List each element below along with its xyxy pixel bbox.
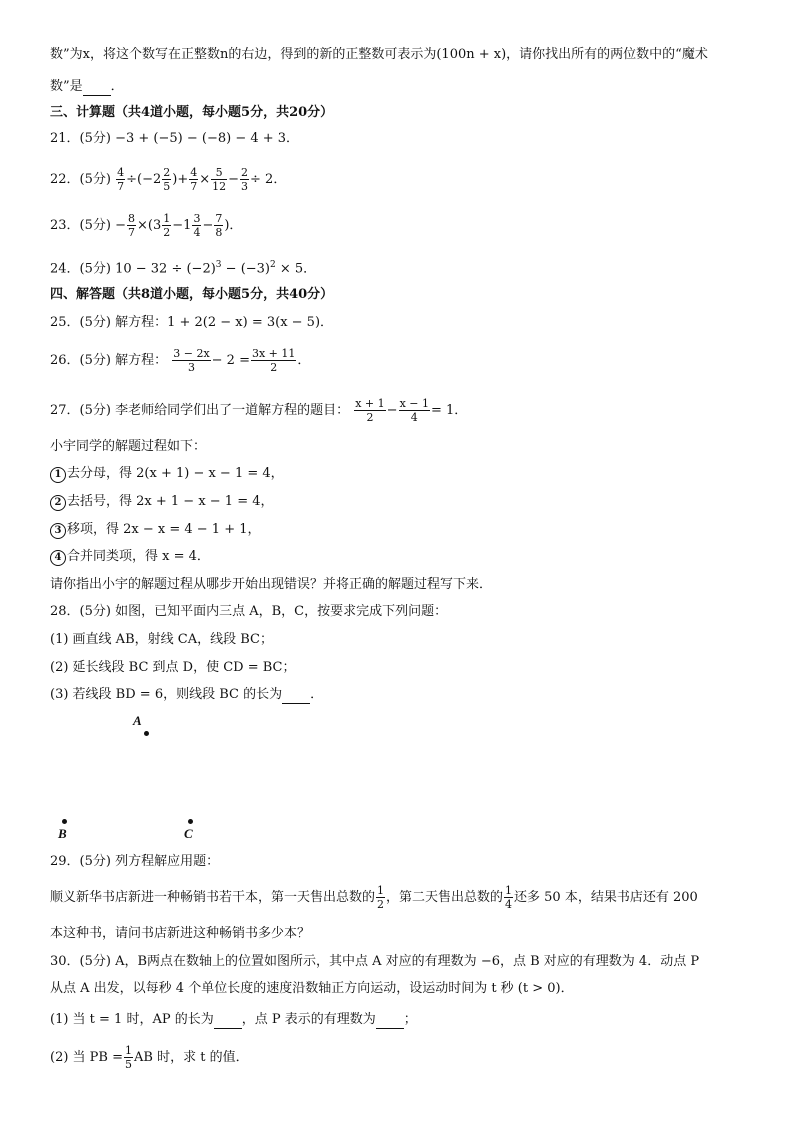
section-3-heading: 三、计算题（共4道小题，每小题5分，共20分） <box>50 105 334 120</box>
q27-step-4: 4 合并同类项，得 x = 4． <box>50 548 210 566</box>
q27-step-3: 3 移项，得 2x − x = 4 − 1 + 1， <box>50 521 261 539</box>
fraction: $\frac{x + 1}{2}$ <box>355 397 385 424</box>
step-number-badge: 2 <box>50 495 66 511</box>
q20-answer-line: 数”是 ． <box>50 79 124 94</box>
fraction: $\frac{2}{3}$ <box>241 166 249 193</box>
q28: 28．(5分) 如图，已知平面内三点 A，B，C，按要求完成下列问题： <box>50 604 448 619</box>
q27-step-1: 1 去分母，得 2(x + 1) − x − 1 = 4， <box>50 465 284 483</box>
point-c-label: C <box>184 826 193 841</box>
fraction: $\frac{x - 1}{4}$ <box>399 397 429 424</box>
q27-solution-intro: 小宇同学的解题过程如下： <box>50 439 207 454</box>
fraction: $\frac{3}{4}$ <box>193 212 201 239</box>
point-a <box>144 731 149 736</box>
fraction: $\frac{1}{2}$ <box>377 884 385 911</box>
point-c <box>188 819 193 824</box>
answer-blank[interactable] <box>214 1014 242 1029</box>
q22: 22．(5分) $\frac{4}{7}$ ÷(−2 $\frac{2}{5}$ )+ $\frac{4}{7}$ × $\frac{5}{12}$ − $\frac{2}{3}$ ÷ 2． <box>50 166 287 193</box>
fraction: $\frac{3x + 11}{2}$ <box>251 347 296 374</box>
q26: 26．(5分) 解方程： $\frac{3 - 2x}{3}$ − 2 = $\frac{3x + 11}{2}$ ． <box>50 347 311 374</box>
step-number-badge: 3 <box>50 523 66 539</box>
point-a-label: A <box>133 713 142 728</box>
point-b <box>62 819 67 824</box>
fraction: $\frac{7}{8}$ <box>215 212 223 239</box>
fraction: $\frac{4}{7}$ <box>117 166 125 193</box>
q27: 27．(5分) 李老师给同学们出了一道解方程的题目： $\frac{x + 1}{2}$ − $\frac{x - 1}{4}$ = 1． <box>50 397 468 424</box>
fraction: $\frac{8}{7}$ <box>128 212 136 239</box>
q21: 21．(5分) −3 + (−5) − (−8) − 4 + 3． <box>50 131 300 146</box>
q30-text-2: 从点 A 出发，以每秒 4 个单位长度的速度沿数轴正方向运动，设运动时间为 t 秒 (t > 0)． <box>50 981 574 996</box>
q28-part-3: (3) 若线段 BD = 6，则线段 BC 的长为 ． <box>50 687 324 702</box>
q25: 25．(5分) 解方程：1 + 2(2 − x) = 3(x − 5)． <box>50 315 334 330</box>
step-number-badge: 1 <box>50 467 66 483</box>
fraction: $\frac{3 - 2x}{3}$ <box>173 347 210 374</box>
q30: 30．(5分) A，B两点在数轴上的位置如图所示，其中点 A 对应的有理数为 −6，点 B 对应的有理数为 4．动点 P <box>50 954 700 969</box>
fraction: $\frac{4}{7}$ <box>190 166 198 193</box>
q29: 29．(5分) 列方程解应用题： <box>50 854 220 869</box>
q27-question: 请你指出小宇的解题过程从哪步开始出现错误？并将正确的解题过程写下来． <box>50 577 493 592</box>
point-b-label: B <box>58 826 67 841</box>
q30-part-2: (2) 当 PB = $\frac{1}{5}$ AB 时，求 t 的值． <box>50 1044 249 1071</box>
fraction: $\frac{5}{12}$ <box>212 166 227 193</box>
fraction: $\frac{1}{4}$ <box>505 884 513 911</box>
answer-blank[interactable] <box>83 81 111 96</box>
q23: 23．(5分) − $\frac{8}{7}$ ×(3 $\frac{1}{2}$ −1 $\frac{3}{4}$ − $\frac{7}{8}$ )． <box>50 212 243 239</box>
step-number-badge: 4 <box>50 550 66 566</box>
section-4-heading: 四、解答题（共8道小题，每小题5分，共40分） <box>50 287 334 302</box>
fraction: $\frac{1}{2}$ <box>163 212 171 239</box>
q20-continued-text: 数”为x，将这个数写在正整数n的右边，得到的新的正整数可表示为(100n + x)，请你找出所有的两位数中的“魔术 <box>50 47 708 62</box>
fraction: $\frac{2}{5}$ <box>163 166 171 193</box>
q24: 24．(5分) $10 - 32 \div (-2)^3 - (-3)^2 \times 5$． <box>50 260 317 277</box>
q28-part-2: (2) 延长线段 BC 到点 D，使 CD = BC； <box>50 660 296 675</box>
q30-part-1: (1) 当 t = 1 时，AP 的长为 ，点 P 表示的有理数为 ； <box>50 1012 417 1027</box>
q29-text: 顺义新华书店新进一种畅销书若干本，第一天售出总数的 $\frac{1}{2}$ ，第二天售出总数的 $\frac{1}{4}$ 还多 50 本，结果书店还有 200 <box>50 884 698 911</box>
q27-step-2: 2 去括号，得 2x + 1 − x − 1 = 4， <box>50 493 274 511</box>
q29-text-2: 本这种书，请问书店新进这种畅销书多少本？ <box>50 926 311 941</box>
fraction: $\frac{1}{5}$ <box>125 1044 133 1071</box>
q28-part-1: (1) 画直线 AB，射线 CA，线段 BC； <box>50 632 273 647</box>
answer-blank[interactable] <box>376 1014 404 1029</box>
answer-blank[interactable] <box>282 689 310 704</box>
